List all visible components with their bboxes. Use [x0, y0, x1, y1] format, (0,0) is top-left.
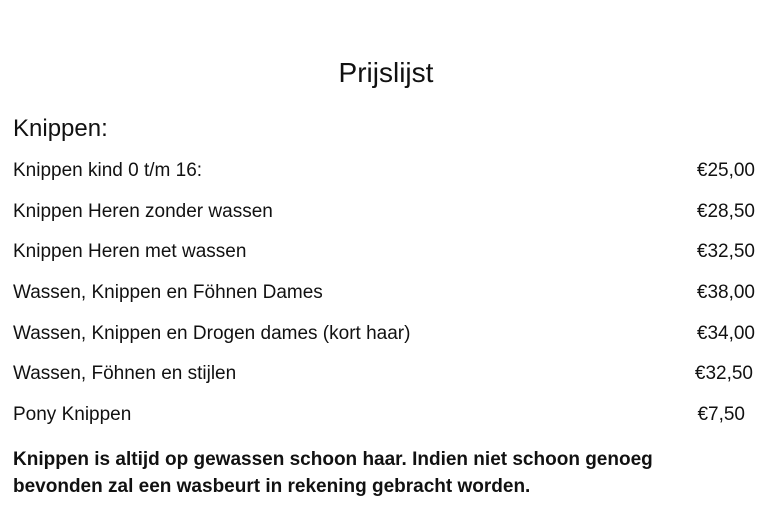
washing-note: Knippen is altijd op gewassen schoon haar. Indien niet schoon genoeg bevonden zal een wasbeurt in rekening gebracht worden.	[13, 449, 653, 497]
page-title: Prijslijst	[338, 57, 434, 88]
price-row-knippen-kind	[0, 156, 772, 197]
item-name: Knippen Heren met wassen	[13, 241, 247, 263]
item-price: €28,50	[696, 200, 755, 222]
item-price: €25,00	[696, 160, 755, 181]
item-name: Wassen, Knippen en Föhnen Dames	[13, 282, 323, 304]
section-heading-knippen: Knippen:	[13, 115, 108, 142]
item-name: Wassen, Föhnen en stijlen	[13, 363, 237, 385]
item-price: €38,00	[696, 282, 755, 304]
item-price: €34,00	[696, 322, 755, 344]
item-name: Knippen Heren zonder wassen	[13, 200, 273, 222]
price-row-heren-met-wassen	[0, 237, 772, 278]
item-name: Pony Knippen	[13, 404, 132, 426]
price-row-pony	[0, 400, 772, 441]
item-name: Wassen, Knippen en Drogen dames (kort haar)	[13, 322, 411, 344]
price-row-drogen-dames	[0, 319, 772, 360]
item-price: €32,50	[696, 241, 755, 263]
item-name: Knippen kind 0 t/m 16:	[13, 160, 203, 181]
price-row-fohnen-dames	[0, 278, 772, 319]
price-row-fohnen-stijlen	[0, 359, 772, 400]
item-price: €32,50	[694, 363, 753, 385]
price-row-heren-zonder-wassen	[0, 197, 772, 238]
item-price: €7,50	[697, 404, 745, 426]
price-list	[0, 156, 772, 441]
